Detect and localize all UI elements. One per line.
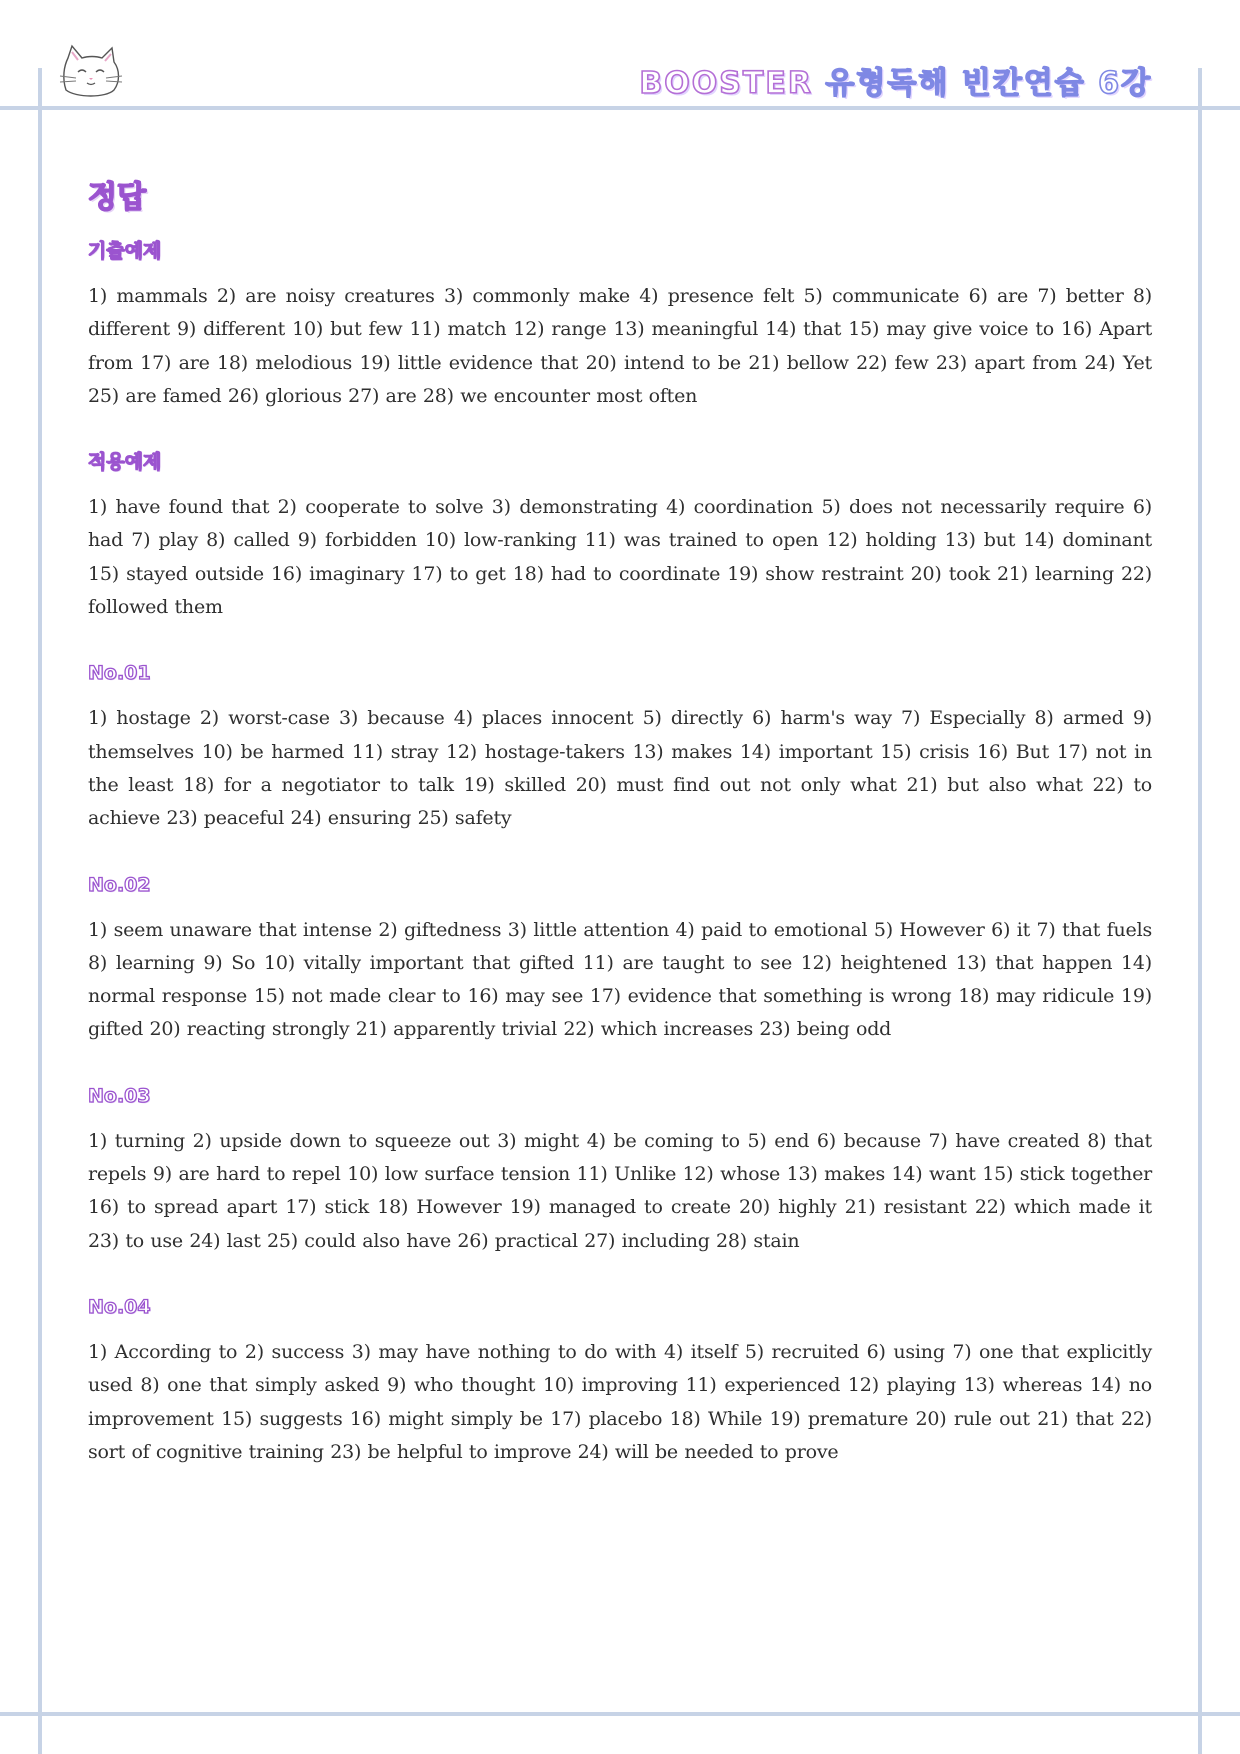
answer-section: [88, 1294, 1152, 1469]
right-border: [1198, 68, 1202, 1754]
footer-rule: [0, 1712, 1240, 1716]
answer-section: [88, 449, 1152, 624]
section-heading: 적용예제: [88, 451, 162, 474]
header-rule: [0, 106, 1240, 110]
section-heading: No.01: [88, 662, 151, 685]
answer-section: [88, 238, 1152, 413]
section-heading: No.03: [88, 1084, 151, 1107]
header-title-en: BOOSTER: [639, 66, 813, 101]
header-title-ko: 유형독해 빈칸연습 6강: [825, 66, 1152, 101]
section-heading: No.02: [88, 873, 151, 896]
left-border: [38, 68, 42, 1754]
answer-content: [88, 178, 1152, 1505]
section-answers: 1) have found that 2) cooperate to solve 3) demonstrating 4) coordination 5) does not necessarily require 6) had 7) play 8) called 9) forbidden 10) low-ranking 11) was trained to open 12) holding 13) but 14) dominant 15) stayed outside 16) imaginary 17) to get 18) had to coordinate 19) show restraint 20) took 21) learning 22) followed them: [88, 496, 1152, 619]
section-answers: 1) According to 2) success 3) may have nothing to do with 4) itself 5) recruited 6) using 7) one that explicitly used 8) one that simply asked 9) who thought 10) improving 11) experienced 12) playing 13) whereas 14) no improvement 15) suggests 16) might simply be 17) placebo 18) While 19) premature 20) rule out 21) that 22) sort of cognitive training 23) be helpful to improve 24) will be needed to prove: [88, 1340, 1152, 1463]
answer-section: [88, 1083, 1152, 1258]
section-answers: 1) hostage 2) worst-case 3) because 4) places innocent 5) directly 6) harm's way 7) Especially 8) armed 9) themselves 10) be harmed 11) stray 12) hostage-takers 13) makes 14) important 15) crisis 16) But 17) not in the least 18) for a negotiator to talk 19) skilled 20) must find out not only what 21) but also what 22) to achieve 23) peaceful 24) ensuring 25) safety: [88, 707, 1152, 830]
cat-face-icon: [58, 44, 124, 100]
section-answers: 1) mammals 2) are noisy creatures 3) commonly make 4) presence felt 5) communicate 6) are 7) better 8) different 9) different 10) but few 11) match 12) range 13) meaningful 14) that 15) may give voice to 16) Apart from 17) are 18) melodious 19) little evidence that 20) intend to be 21) bellow 22) few 23) apart from 24) Yet 25) are famed 26) glorious 27) are 28) we encounter most often: [88, 285, 1152, 407]
section-heading: No.04: [88, 1295, 151, 1318]
answers-title: 정답: [88, 180, 146, 215]
answer-section: [88, 660, 1152, 835]
header-title: [639, 58, 1152, 102]
section-answers: 1) turning 2) upside down to squeeze out 3) might 4) be coming to 5) end 6) because 7) have created 8) that repels 9) are hard to repel 10) low surface tension 11) Unlike 12) whose 13) makes 14) want 15) stick together 16) to spread apart 17) stick 18) However 19) managed to create 20) highly 21) resistant 22) which made it 23) to use 24) last 25) could also have 26) practical 27) including 28) stain: [88, 1129, 1152, 1252]
answer-section: [88, 872, 1152, 1047]
section-answers: 1) seem unaware that intense 2) giftedness 3) little attention 4) paid to emotional 5) However 6) it 7) that fuels 8) learning 9) So 10) vitally important that gifted 11) are taught to see 12) heightened 13) that happen 14) normal response 15) not made clear to 16) may see 17) evidence that something is wrong 18) may ridicule 19) gifted 20) reacting strongly 21) apparently trivial 22) which increases 23) being odd: [88, 918, 1152, 1041]
section-heading: 기출예제: [88, 240, 162, 262]
